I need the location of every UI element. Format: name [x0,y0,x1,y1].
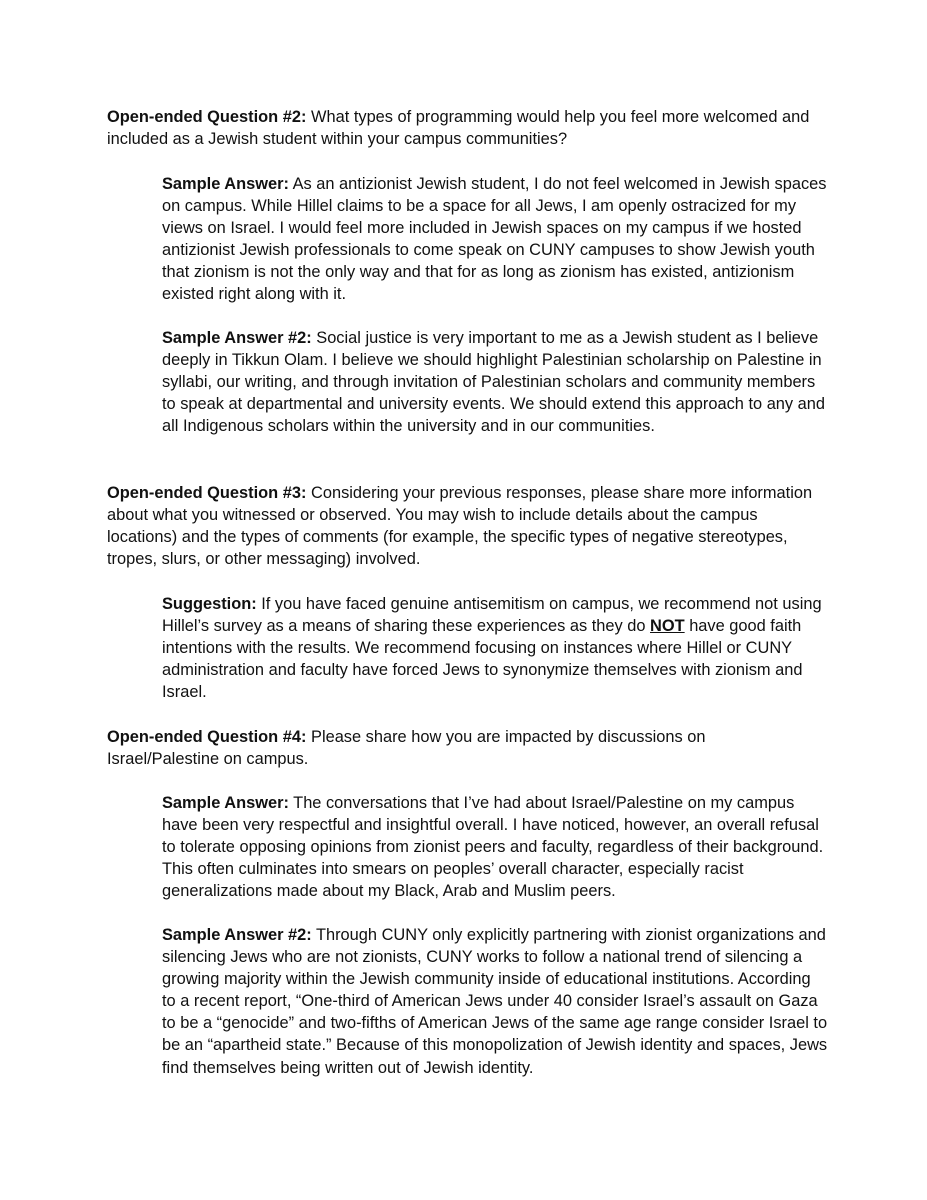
question-4-sample-answer-2 [162,924,828,1079]
suggestion-text-before: If you have faced genuine antisemitism on campus, we recommend not using Hillel’s survey as a means of sharing these experiences as they do [162,595,822,636]
question-2 [107,106,819,150]
question-3-label: Open-ended Question #3: [107,484,307,502]
suggestion-text-after: have good faith intentions with the results. We recommend focusing on instances where Hillel or CUNY administration and faculty have forced Jews to synonymize themselves with zionism and Israel. [162,617,803,702]
sample-answer-text: Through CUNY only explicitly partnering with zionist organizations and silencing Jews who are not zionists, CUNY works to follow a national trend of silencing a growing majority within the Jewish community inside of educational institutions. According to a recent report, “One-third of American Jews under 40 consider Israel’s assault on Gaza to be a “genocide” and two-fifths of American Jews of the same age range consider Israel to be an “apartheid state.” Because of this monopolization of Jewish identity and spaces, Jews find themselves being written out of Jewish identity. [162,926,828,1077]
question-2-sample-answer-2 [162,327,828,437]
sample-answer-label: Sample Answer #2: [162,926,312,944]
question-3-text: Considering your previous responses, please share more information about what you witnessed or observed. You may wish to include details about the campus locations) and the types of comments (for example, the specific types of negative stereotypes, tropes, slurs, or other messaging) involved. [107,484,813,569]
question-2-sample-answer-1 [162,173,828,306]
sample-answer-text: The conversations that I’ve had about Israel/Palestine on my campus have been very respectful and insightful overall. I have noticed, however, an overall refusal to tolerate opposing opinions from zionist peers and faculty, regardless of their background. This often culminates into smears on peoples’ overall character, especially racist generalizations made about my Black, Arab and Muslim peers. [162,794,824,901]
suggestion-label: Suggestion: [162,595,257,613]
question-3-suggestion [162,593,828,703]
question-2-text: What types of programming would help you feel more welcomed and included as a Jewish student within your campus communities? [107,108,810,149]
sample-answer-label: Sample Answer: [162,175,289,193]
question-4-text: Please share how you are impacted by discussions on Israel/Palestine on campus. [107,728,706,769]
question-2-label: Open-ended Question #2: [107,108,307,126]
sample-answer-text: As an antizionist Jewish student, I do not feel welcomed in Jewish spaces on campus. While Hillel claims to be a space for all Jews, I am openly ostracized for my views on Israel. I would feel more included in Jewish spaces on my campus if we hosted antizionist Jewish professionals to come speak on CUNY campuses to show Jewish youth that zionism is not the only way and that for as long as zionism has existed, antizionism existed right along with it. [162,175,827,304]
question-3 [107,482,819,570]
question-4-label: Open-ended Question #4: [107,728,307,746]
sample-answer-label: Sample Answer: [162,794,289,812]
question-4-sample-answer-1 [162,792,828,902]
sample-answer-label: Sample Answer #2: [162,329,312,347]
suggestion-emphasis: NOT [650,617,685,636]
question-4 [107,726,819,770]
sample-answer-text: Social justice is very important to me as a Jewish student as I believe deeply in Tikkun Olam. I believe we should highlight Palestinian scholarship on Palestine in syllabi, our writing, and through invitation of Palestinian scholars and community members to speak at departmental and university events. We should extend this approach to any and all Indigenous scholars within the university and in our communities. [162,329,826,436]
